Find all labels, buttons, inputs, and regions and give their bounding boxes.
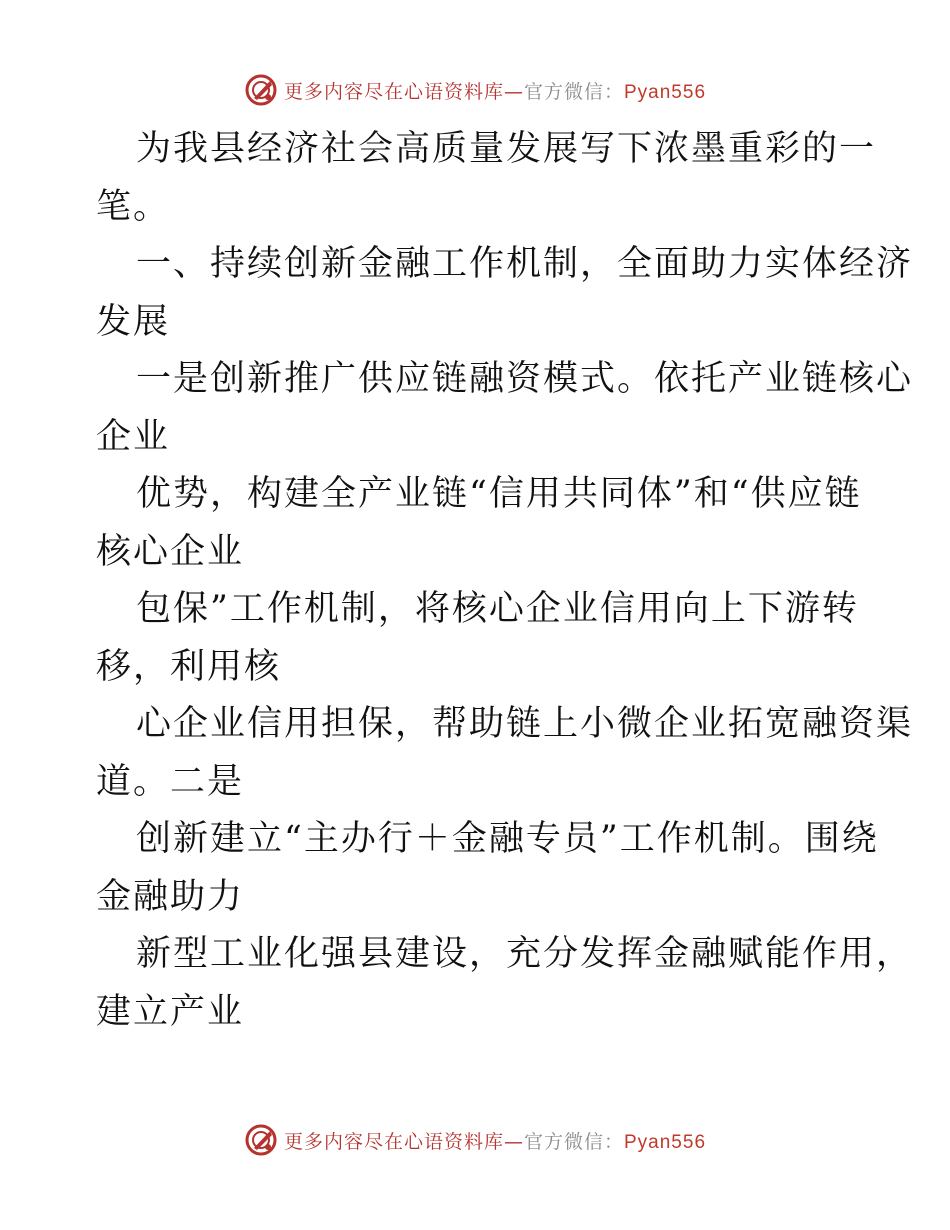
header-wechat-id: Pyan556 bbox=[624, 81, 707, 103]
footer-watermark-banner bbox=[0, 1120, 950, 1160]
footer-wechat-label: 官方微信： bbox=[523, 1130, 624, 1153]
body-line: 心企业信用担保，帮助链上小微企业拓宽融资渠 bbox=[136, 704, 914, 744]
body-line: 建立产业 bbox=[96, 991, 245, 1032]
document-body bbox=[96, 121, 914, 1041]
footer-banner-title: 更多内容尽在心语资料库— bbox=[283, 1130, 524, 1153]
header-watermark-banner bbox=[0, 70, 950, 110]
brand-logo-icon bbox=[244, 1123, 278, 1157]
body-line: 新型工业化强县建设，充分发挥金融赋能作用， bbox=[136, 934, 914, 974]
body-line: 为我县经济社会高质量发展写下浓墨重彩的一 bbox=[136, 129, 877, 169]
brand-logo-icon bbox=[244, 73, 278, 107]
body-line: 优势，构建全产业链“信用共同体”和“供应链 bbox=[136, 474, 862, 514]
body-line: 道。二是 bbox=[96, 761, 245, 802]
body-line: 创新建立“主办行＋金融专员”工作机制。围绕 bbox=[136, 819, 879, 859]
footer-watermark-text bbox=[284, 1127, 706, 1154]
body-line: 企业 bbox=[96, 416, 171, 457]
body-line: 一是创新推广供应链融资模式。依托产业链核心 bbox=[136, 359, 914, 399]
header-wechat-label: 官方微信： bbox=[523, 80, 624, 103]
body-line: 笔。 bbox=[96, 186, 171, 227]
body-line: 移，利用核 bbox=[96, 646, 282, 687]
header-banner-title: 更多内容尽在心语资料库— bbox=[283, 80, 524, 103]
header-watermark-text bbox=[284, 77, 706, 104]
body-line: 发展 bbox=[96, 301, 171, 342]
body-line: 包保”工作机制，将核心企业信用向上下游转 bbox=[136, 589, 859, 629]
body-line: 金融助力 bbox=[96, 876, 245, 917]
footer-wechat-id: Pyan556 bbox=[624, 1131, 707, 1153]
body-line: 一、持续创新金融工作机制，全面助力实体经济 bbox=[136, 244, 914, 284]
body-line: 核心企业 bbox=[96, 531, 245, 572]
